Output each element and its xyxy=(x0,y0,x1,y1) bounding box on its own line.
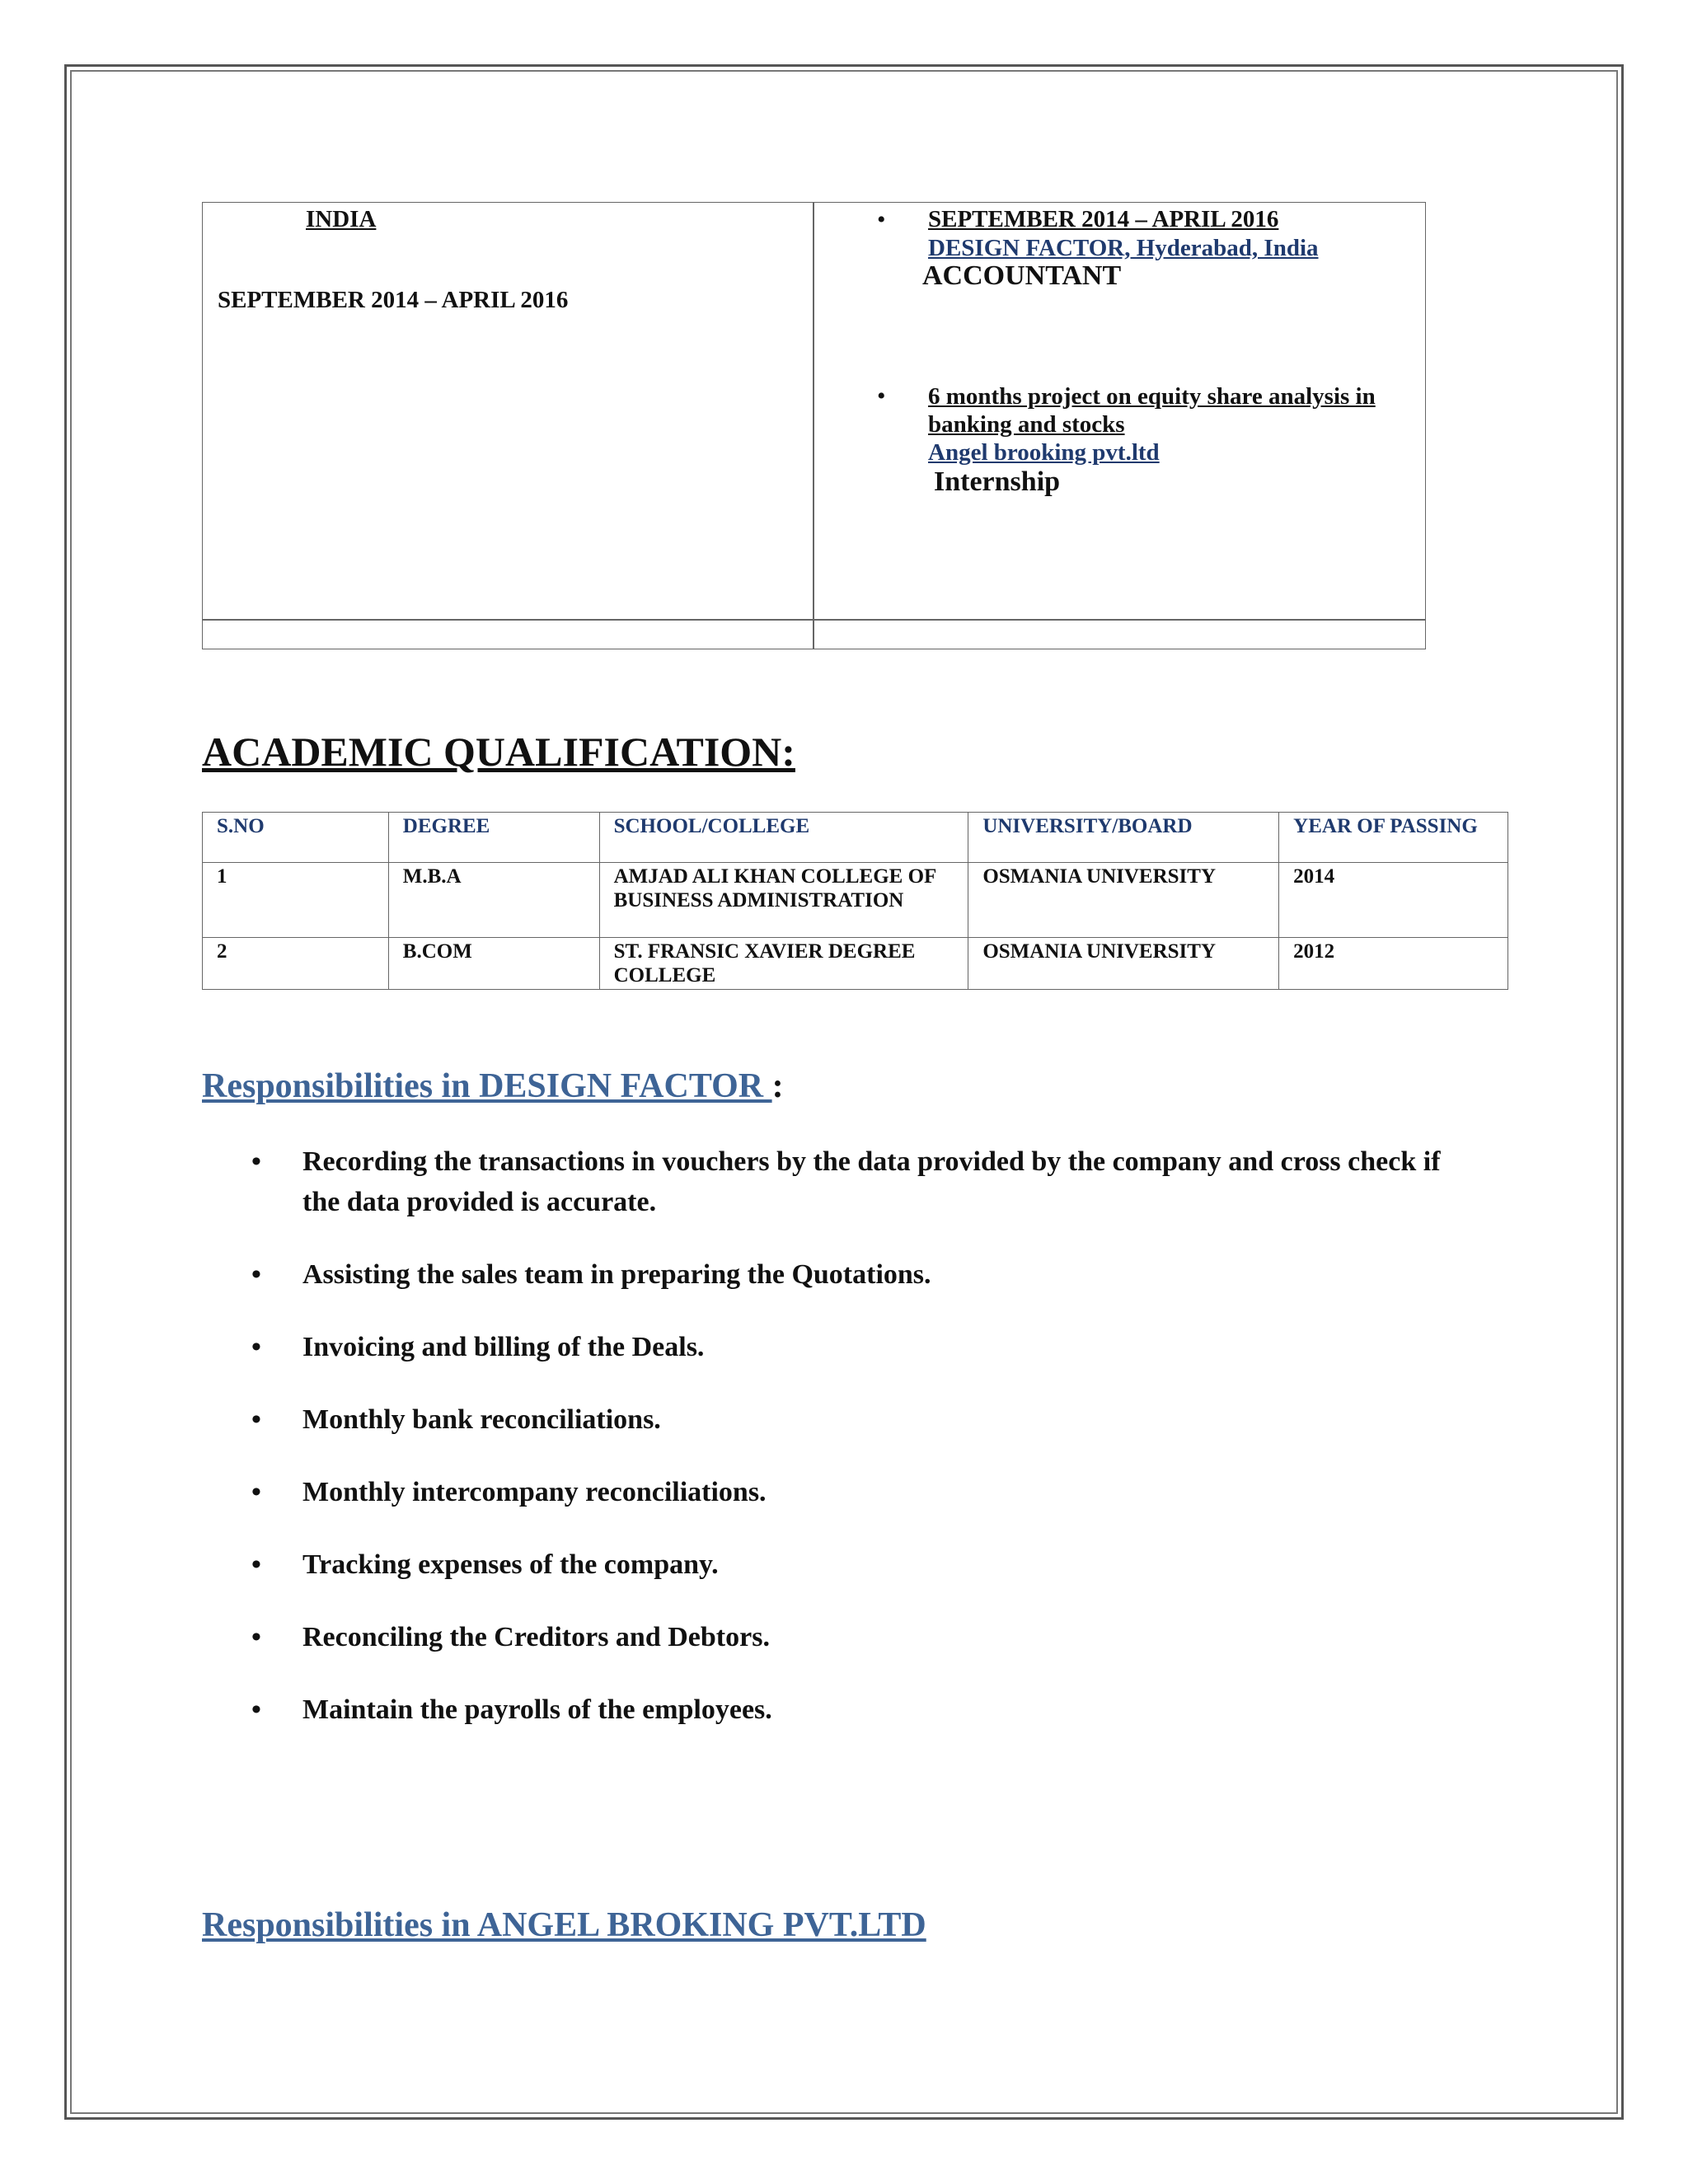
bullet-icon: • xyxy=(251,1259,261,1290)
experience-dates: SEPTEMBER 2014 – APRIL 2016 xyxy=(218,287,569,313)
header-school: SCHOOL/COLLEGE xyxy=(599,813,968,863)
list-item-text: Tracking expenses of the company. xyxy=(302,1549,719,1580)
bullet-icon: • xyxy=(251,1146,261,1177)
list-item-text: Assisting the sales team in preparing the Quotations. xyxy=(302,1259,931,1290)
list-item-text: Monthly bank reconciliations. xyxy=(302,1404,661,1435)
bullet-icon: • xyxy=(877,382,886,410)
bullet-icon: • xyxy=(251,1477,261,1507)
bullet-icon: • xyxy=(251,1332,261,1362)
table-row xyxy=(203,938,1508,990)
bullet-icon: • xyxy=(251,1622,261,1652)
list-item-text: Reconciling the Creditors and Debtors. xyxy=(302,1622,770,1652)
table-header-row xyxy=(203,813,1508,863)
cell-sno: 2 xyxy=(203,938,389,990)
cell-sno: 1 xyxy=(203,863,389,938)
cell-degree: B.COM xyxy=(388,938,599,990)
table-divider xyxy=(813,203,814,649)
design-factor-heading xyxy=(202,1066,784,1106)
list-item-text: Recording the transactions in vouchers by the data provided by the company and cross check if the data provided is accurate. xyxy=(302,1146,1441,1217)
job2-description: banking and stocks xyxy=(928,411,1125,438)
experience-country: INDIA xyxy=(306,206,377,232)
design-factor-list xyxy=(202,1141,1455,1762)
cell-university: OSMANIA UNIVERSITY xyxy=(968,938,1279,990)
list-item xyxy=(202,1690,1455,1730)
list-item xyxy=(202,1254,1455,1295)
heading-colon: : xyxy=(771,1067,784,1105)
bullet-icon: • xyxy=(251,1404,261,1435)
list-item xyxy=(202,1472,1455,1512)
angel-broking-heading-text: Responsibilities in ANGEL BROKING PVT.LTD xyxy=(202,1906,926,1944)
design-factor-heading-text: Responsibilities in DESIGN FACTOR xyxy=(202,1067,772,1105)
job2-title: Internship xyxy=(934,466,1061,497)
list-item xyxy=(202,1544,1455,1585)
bullet-icon: • xyxy=(251,1694,261,1725)
angel-broking-heading xyxy=(202,1905,926,1945)
header-sno: S.NO xyxy=(203,813,389,863)
experience-table xyxy=(202,202,1426,649)
job2-company-link[interactable]: Angel brooking pvt.ltd xyxy=(928,439,1160,466)
header-year: YEAR OF PASSING xyxy=(1279,813,1508,863)
list-item xyxy=(202,1327,1455,1367)
header-degree: DEGREE xyxy=(388,813,599,863)
list-item xyxy=(202,1141,1455,1222)
cell-year: 2014 xyxy=(1279,863,1508,938)
job1-company-link[interactable]: DESIGN FACTOR, Hyderabad, India xyxy=(928,235,1319,261)
cell-school: AMJAD ALI KHAN COLLEGE OF BUSINESS ADMINISTRATION xyxy=(599,863,968,938)
list-item-text: Maintain the payrolls of the employees. xyxy=(302,1694,772,1725)
table-row xyxy=(203,863,1508,938)
bullet-icon: • xyxy=(877,206,886,233)
list-item-text: Monthly intercompany reconciliations. xyxy=(302,1477,767,1507)
cell-university: OSMANIA UNIVERSITY xyxy=(968,863,1279,938)
academic-heading: ACADEMIC QUALIFICATION: xyxy=(202,729,795,775)
cell-year: 2012 xyxy=(1279,938,1508,990)
list-item xyxy=(202,1617,1455,1657)
list-item xyxy=(202,1399,1455,1440)
cell-degree: M.B.A xyxy=(388,863,599,938)
academic-table xyxy=(202,812,1508,990)
job1-dates: SEPTEMBER 2014 – APRIL 2016 xyxy=(928,206,1279,232)
header-university: UNIVERSITY/BOARD xyxy=(968,813,1279,863)
cell-school: ST. FRANSIC XAVIER DEGREE COLLEGE xyxy=(599,938,968,990)
bullet-icon: • xyxy=(251,1549,261,1580)
list-item-text: Invoicing and billing of the Deals. xyxy=(302,1332,705,1362)
job2-description: 6 months project on equity share analysis in xyxy=(928,383,1376,410)
job1-title: ACCOUNTANT xyxy=(922,260,1122,291)
table-divider xyxy=(203,619,1425,621)
